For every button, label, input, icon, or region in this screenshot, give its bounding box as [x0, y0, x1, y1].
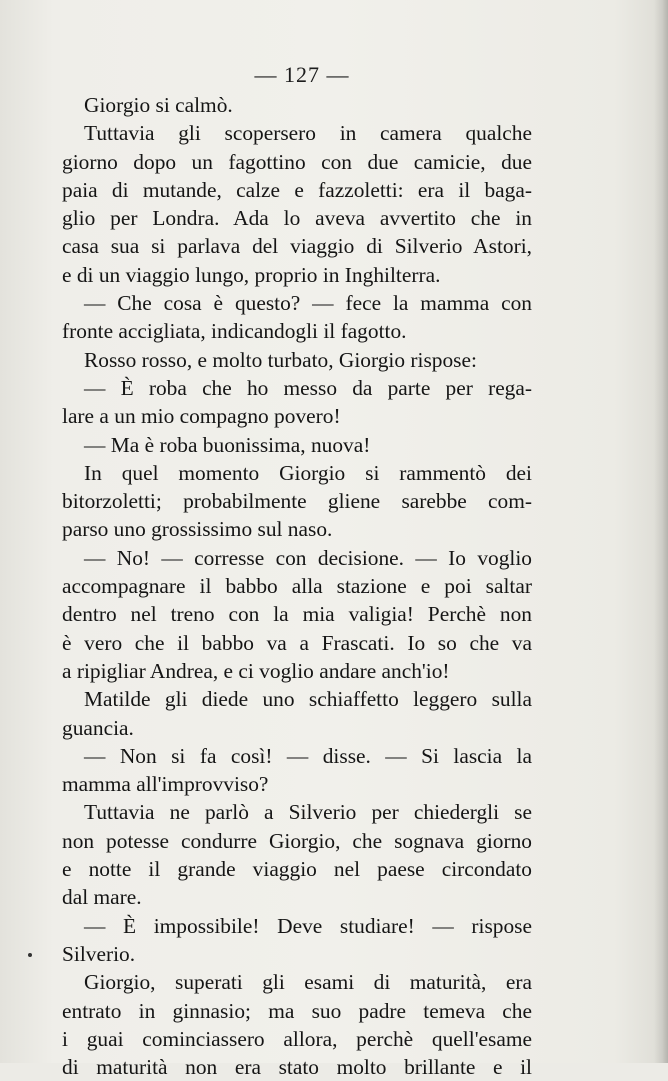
text-line: a ripigliar Andrea, e ci voglio andare anch'io! — [62, 658, 450, 683]
text-line: Tuttavia ne parlò a Silverio per chiedergli se — [84, 800, 532, 825]
text-line: mamma all'improvviso? — [62, 772, 269, 797]
text-line: — No! — corresse con decisione. — Io voglio — [84, 545, 532, 570]
text-line: entrato in ginnasio; ma suo padre temeva che — [62, 998, 532, 1023]
text-line: Silverio. — [62, 941, 136, 966]
text-line: parso uno grossissimo sul naso. — [62, 517, 333, 542]
paper-speck — [28, 953, 32, 957]
text-line: accompagnare il babbo alla stazione e poi saltar — [62, 574, 532, 599]
text-line: paia di mutande, calze e fazzoletti: era il baga- — [62, 177, 532, 202]
text-line: Matilde gli diede uno schiaffetto leggero sulla — [84, 687, 532, 712]
text-line: Tuttavia gli scopersero in camera qualche — [84, 121, 532, 146]
text-line: giorno dopo un fagottino con due camicie, due — [62, 149, 532, 174]
text-line: non potesse condurre Giorgio, che sognava giorno — [62, 828, 532, 853]
text-line: dentro nel treno con la mia valigia! Perchè non — [62, 602, 532, 627]
page-number: — 127 — — [254, 62, 350, 87]
text-line: guancia. — [62, 715, 134, 740]
text-line: — Ma è roba buonissima, nuova! — [84, 432, 371, 457]
text-line: — Che cosa è questo? — fece la mamma con — [84, 291, 532, 316]
text-line: Giorgio si calmò. — [84, 93, 233, 117]
text-line: dal mare. — [62, 885, 142, 910]
text-line: Giorgio, superati gli esami di maturità, era — [84, 970, 532, 995]
text-line: casa sua si parlava del viaggio di Silverio Astori, — [62, 234, 532, 259]
body-text — [62, 91, 532, 1081]
text-line: e di un viaggio lungo, proprio in Inghilterra. — [62, 262, 441, 287]
text-line: Rosso rosso, e molto turbato, Giorgio rispose: — [84, 347, 477, 372]
text-line: i guai cominciassero allora, perchè quell'esame — [62, 1026, 532, 1051]
text-line: bitorzoletti; probabilmente gliene sarebbe com- — [62, 489, 532, 514]
page-gutter-shadow — [654, 0, 668, 1063]
text-line: e notte il grande viaggio nel paese circondato — [62, 857, 532, 882]
text-line: glio per Londra. Ada lo aveva avvertito che in — [62, 206, 532, 231]
text-line: — È impossibile! Deve studiare! — rispose — [84, 913, 532, 938]
text-line: — Non si fa così! — disse. — Si lascia la — [84, 743, 532, 768]
text-line: di maturità non era stato molto brillante e il — [62, 1055, 532, 1080]
text-line: lare a un mio compagno povero! — [62, 404, 341, 429]
text-line: fronte accigliata, indicandogli il fagotto. — [62, 319, 407, 344]
text-line: In quel momento Giorgio si rammentò dei — [84, 460, 532, 485]
text-line: — È roba che ho messo da parte per rega- — [84, 375, 532, 400]
text-line: è vero che il babbo va a Frascati. Io so che va — [62, 630, 532, 655]
